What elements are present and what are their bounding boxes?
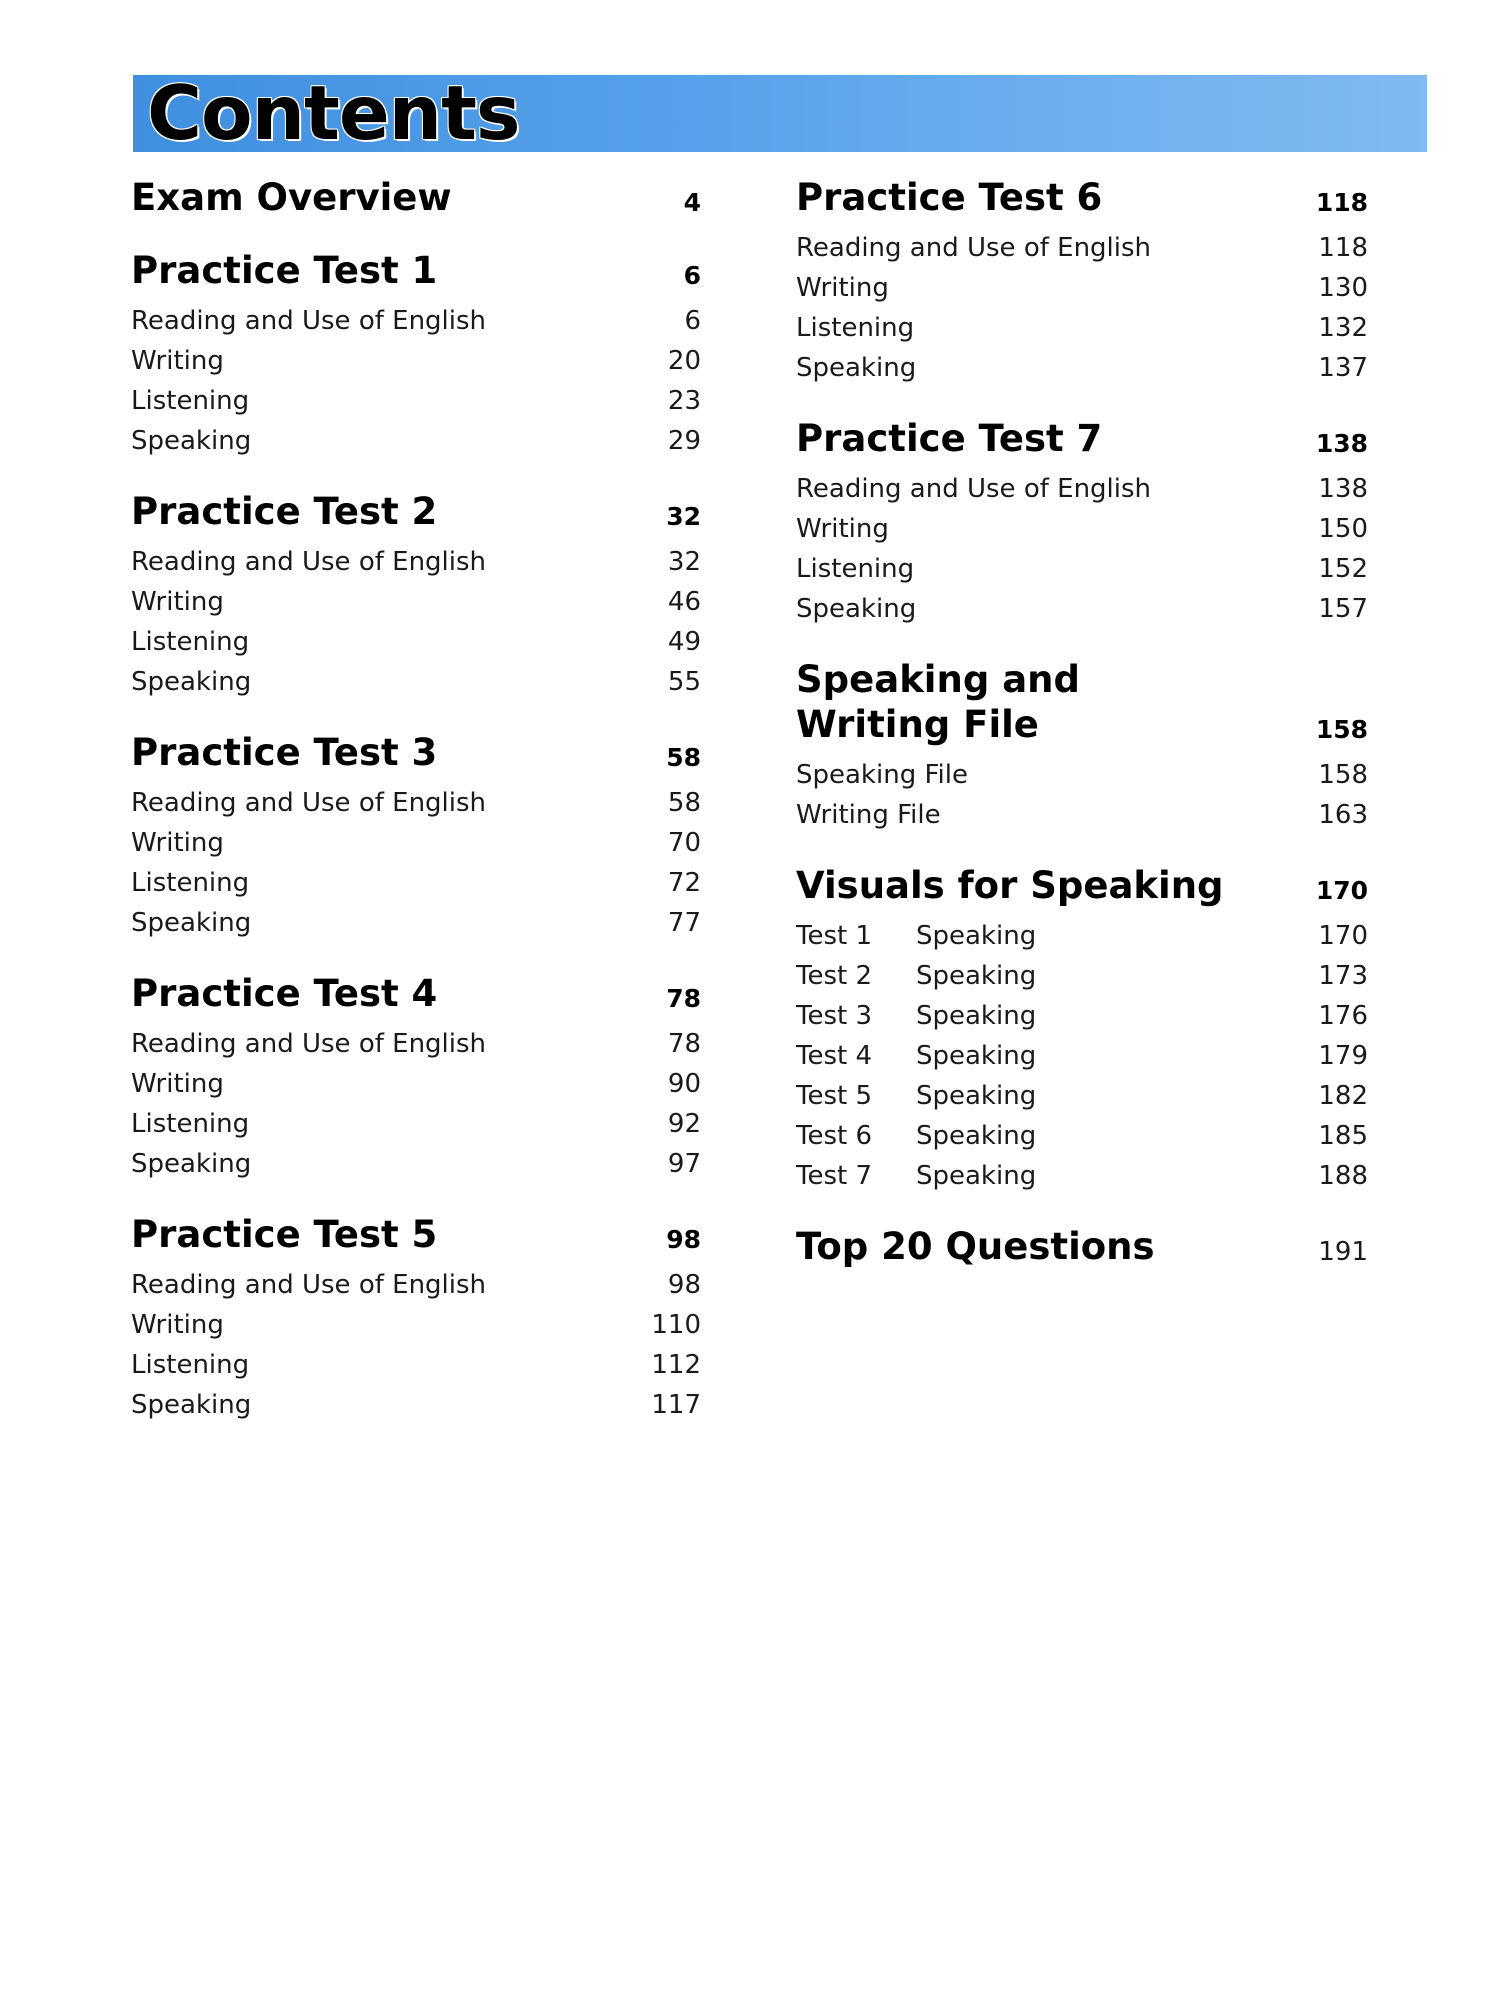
entry-label: Speaking <box>131 667 252 697</box>
toc-entry[interactable] <box>131 1024 701 1064</box>
section-title[interactable]: Exam Overview <box>131 176 452 219</box>
section-title[interactable]: Top 20 Questions <box>796 1225 1155 1268</box>
entry-label: Reading and Use of English <box>796 233 1152 263</box>
toc-entry[interactable] <box>131 1144 701 1184</box>
entry-label: Speaking <box>131 908 252 938</box>
toc-section-top-20-questions <box>796 1224 1368 1269</box>
toc-entry[interactable] <box>131 542 701 582</box>
entry-page: 92 <box>667 1109 701 1139</box>
section-title[interactable]: Practice Test 4 <box>131 972 438 1015</box>
entry-label: Speaking <box>796 353 917 383</box>
entry-page: 118 <box>1318 233 1368 263</box>
toc-entry[interactable] <box>131 863 701 903</box>
entry-test: Test 6 <box>796 1121 873 1151</box>
toc-section-practice-test-5 <box>131 1212 701 1425</box>
entry-label: Writing <box>796 514 889 544</box>
entry-page: 170 <box>1318 921 1368 951</box>
entry-page: 20 <box>667 346 701 376</box>
section-page: 4 <box>683 188 701 217</box>
toc-section-practice-test-4 <box>131 971 701 1184</box>
entry-page: 23 <box>667 386 701 416</box>
entry-page: 117 <box>651 1390 701 1420</box>
entry-page: 152 <box>1318 554 1368 584</box>
entry-test: Test 3 <box>796 1001 873 1031</box>
toc-entry[interactable] <box>131 381 701 421</box>
toc-entry[interactable] <box>796 1116 1368 1156</box>
entry-page: 72 <box>667 868 701 898</box>
toc-entry[interactable] <box>131 1265 701 1305</box>
toc-right-column <box>796 175 1368 1297</box>
entry-label: Listening <box>131 386 250 416</box>
section-title[interactable] <box>796 657 1080 747</box>
toc-entry[interactable] <box>796 1036 1368 1076</box>
entry-label: Writing <box>131 1069 224 1099</box>
toc-section-practice-test-6 <box>796 175 1368 388</box>
entry-label: Speaking <box>916 1041 1037 1071</box>
toc-section-practice-test-1 <box>131 248 701 461</box>
toc-entry[interactable] <box>131 421 701 461</box>
entry-label: Speaking <box>916 1161 1037 1191</box>
toc-entry[interactable] <box>796 795 1368 835</box>
entry-label: Writing <box>131 587 224 617</box>
entry-label: Listening <box>131 1109 250 1139</box>
entry-test: Test 7 <box>796 1161 873 1191</box>
section-title-line-1: Speaking and <box>796 658 1080 701</box>
toc-section-practice-test-7 <box>796 416 1368 629</box>
toc-entry[interactable] <box>131 622 701 662</box>
entry-page: 97 <box>667 1149 701 1179</box>
toc-entry[interactable] <box>796 916 1368 956</box>
entry-page: 138 <box>1318 474 1368 504</box>
entry-page: 137 <box>1318 353 1368 383</box>
entry-label: Reading and Use of English <box>131 1270 487 1300</box>
toc-section-visuals-for-speaking <box>796 863 1368 1196</box>
entry-label: Writing <box>796 273 889 303</box>
toc-entry[interactable] <box>796 589 1368 629</box>
section-page: 32 <box>666 502 701 531</box>
section-title[interactable]: Practice Test 6 <box>796 176 1103 219</box>
toc-entry[interactable] <box>796 348 1368 388</box>
section-page: 98 <box>666 1225 701 1254</box>
section-page: 6 <box>683 261 701 290</box>
entry-test: Test 1 <box>796 921 873 951</box>
entry-page: 90 <box>667 1069 701 1099</box>
section-page: 118 <box>1315 188 1368 217</box>
section-title[interactable]: Practice Test 1 <box>131 249 438 292</box>
toc-entry[interactable] <box>796 469 1368 509</box>
entry-label: Speaking <box>916 961 1037 991</box>
entry-page: 77 <box>667 908 701 938</box>
entry-page: 150 <box>1318 514 1368 544</box>
entry-test: Test 2 <box>796 961 873 991</box>
entry-page: 110 <box>651 1310 701 1340</box>
toc-entry[interactable] <box>796 549 1368 589</box>
entry-label: Speaking <box>131 426 252 456</box>
entry-label: Listening <box>131 627 250 657</box>
section-title-line-2: Writing File <box>796 703 1039 746</box>
toc-section-practice-test-2 <box>131 489 701 702</box>
toc-entry[interactable] <box>131 582 701 622</box>
entry-label: Writing <box>131 1310 224 1340</box>
entry-label: Speaking <box>916 1001 1037 1031</box>
entry-test: Test 4 <box>796 1041 873 1071</box>
entry-test: Test 5 <box>796 1081 873 1111</box>
entry-label: Speaking <box>796 594 917 624</box>
toc-entry[interactable] <box>131 783 701 823</box>
section-title[interactable]: Visuals for Speaking <box>796 864 1224 907</box>
toc-entry[interactable] <box>796 268 1368 308</box>
toc-entry[interactable] <box>131 1104 701 1144</box>
toc-entry[interactable] <box>796 509 1368 549</box>
entry-label: Speaking <box>916 1081 1037 1111</box>
section-page: 191 <box>1318 1237 1368 1267</box>
toc-entry[interactable] <box>796 228 1368 268</box>
section-title[interactable]: Practice Test 2 <box>131 490 438 533</box>
entry-label: Reading and Use of English <box>796 474 1152 504</box>
toc-entry[interactable] <box>796 1156 1368 1196</box>
entry-label: Listening <box>796 313 915 343</box>
toc-entry[interactable] <box>796 1076 1368 1116</box>
section-page: 170 <box>1315 876 1368 905</box>
entry-label: Listening <box>131 868 250 898</box>
entry-page: 78 <box>667 1029 701 1059</box>
section-page: 58 <box>666 743 701 772</box>
entry-label: Reading and Use of English <box>131 1029 487 1059</box>
entry-page: 188 <box>1318 1161 1368 1191</box>
toc-entry[interactable] <box>131 341 701 381</box>
section-title[interactable]: Practice Test 7 <box>796 417 1103 460</box>
page-title: Contents <box>147 69 520 157</box>
toc-section-practice-test-3 <box>131 730 701 943</box>
section-title[interactable]: Practice Test 5 <box>131 1213 438 1256</box>
entry-page: 49 <box>667 627 701 657</box>
section-title[interactable]: Practice Test 3 <box>131 731 438 774</box>
toc-entry[interactable] <box>131 823 701 863</box>
entry-page: 29 <box>667 426 701 456</box>
toc-entry[interactable] <box>131 1385 701 1425</box>
entry-page: 132 <box>1318 313 1368 343</box>
toc-section-exam-overview <box>131 175 701 220</box>
entry-page: 173 <box>1318 961 1368 991</box>
toc-entry[interactable] <box>131 1064 701 1104</box>
entry-page: 176 <box>1318 1001 1368 1031</box>
entry-label: Listening <box>131 1350 250 1380</box>
toc-section-speaking-writing-file <box>796 657 1368 835</box>
toc-entry[interactable] <box>131 903 701 943</box>
toc-entry[interactable] <box>131 662 701 702</box>
toc-entry[interactable] <box>796 755 1368 795</box>
toc-entry[interactable] <box>131 1305 701 1345</box>
entry-page: 179 <box>1318 1041 1368 1071</box>
entry-label: Speaking <box>131 1390 252 1420</box>
section-page: 78 <box>666 984 701 1013</box>
entry-page: 46 <box>667 587 701 617</box>
entry-page: 157 <box>1318 594 1368 624</box>
entry-label: Speaking <box>131 1149 252 1179</box>
entry-label: Writing <box>131 346 224 376</box>
section-page: 138 <box>1315 429 1368 458</box>
entry-label: Writing <box>131 828 224 858</box>
entry-label: Speaking <box>916 1121 1037 1151</box>
entry-page: 185 <box>1318 1121 1368 1151</box>
toc-entry[interactable] <box>796 996 1368 1036</box>
entry-label: Speaking File <box>796 760 968 790</box>
entry-label: Speaking <box>916 921 1037 951</box>
entry-page: 182 <box>1318 1081 1368 1111</box>
entry-page: 32 <box>667 547 701 577</box>
toc-entry[interactable] <box>796 956 1368 996</box>
entry-page: 98 <box>667 1270 701 1300</box>
entry-page: 55 <box>667 667 701 697</box>
entry-page: 163 <box>1318 800 1368 830</box>
entry-label: Reading and Use of English <box>131 788 487 818</box>
toc-entry[interactable] <box>131 301 701 341</box>
entry-label: Reading and Use of English <box>131 306 487 336</box>
entry-label: Reading and Use of English <box>131 547 487 577</box>
entry-page: 158 <box>1318 760 1368 790</box>
toc-left-column <box>131 175 701 1453</box>
entry-label: Writing File <box>796 800 941 830</box>
toc-entry[interactable] <box>131 1345 701 1385</box>
entry-page: 6 <box>684 306 701 336</box>
section-page: 158 <box>1315 715 1368 744</box>
entry-page: 112 <box>651 1350 701 1380</box>
entry-page: 70 <box>667 828 701 858</box>
entry-page: 130 <box>1318 273 1368 303</box>
entry-label: Listening <box>796 554 915 584</box>
toc-entry[interactable] <box>796 308 1368 348</box>
entry-page: 58 <box>667 788 701 818</box>
